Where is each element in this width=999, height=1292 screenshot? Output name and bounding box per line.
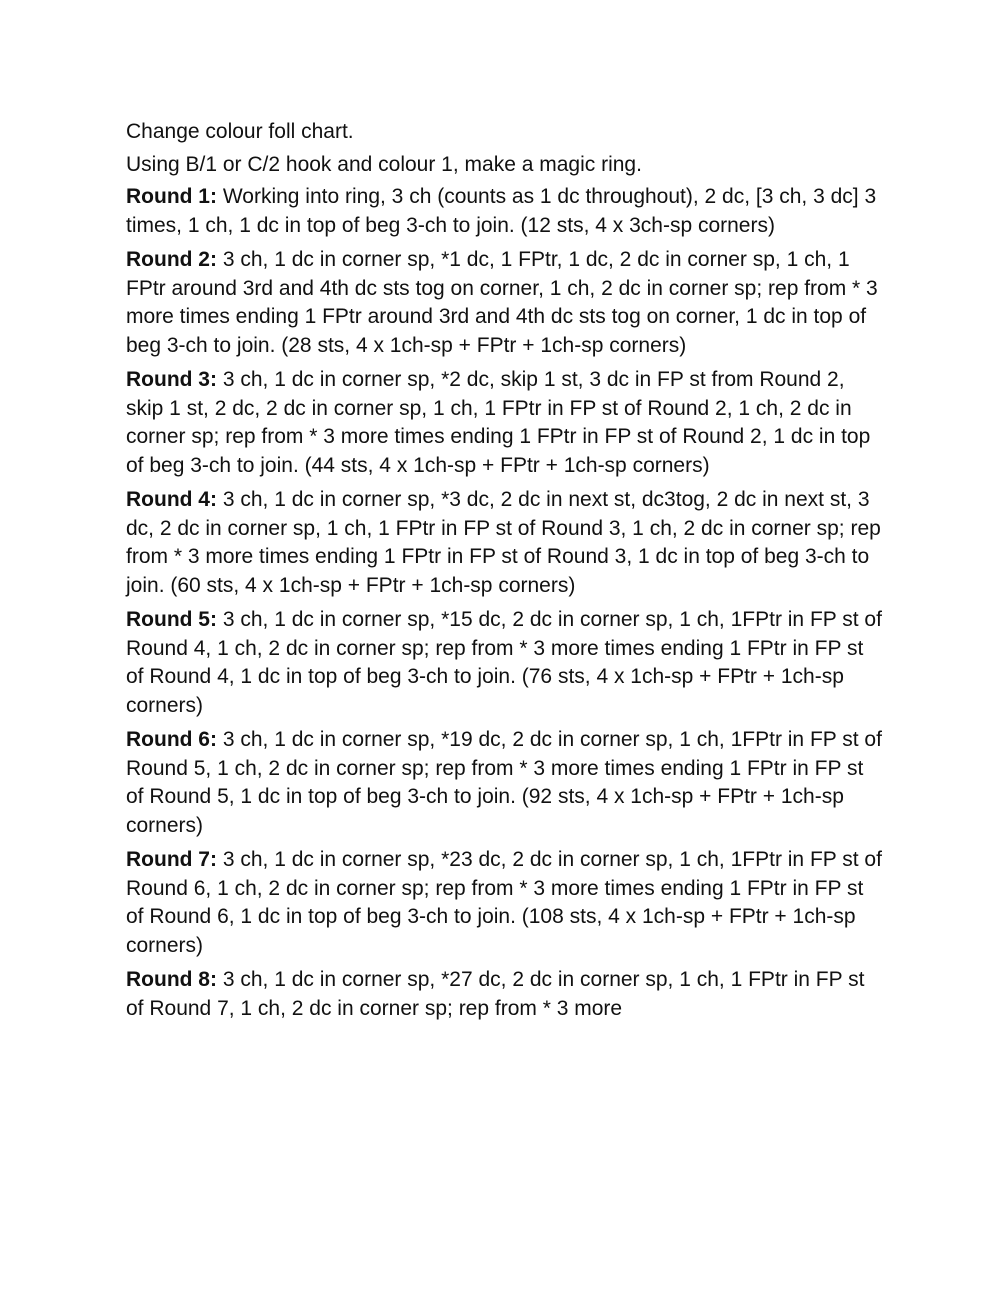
intro-line-hook: Using B/1 or C/2 hook and colour 1, make a magic ring. [126,152,642,176]
round-7-label: Round 7: [126,848,217,871]
round-2-paragraph [126,246,886,360]
round-6-text: 3 ch, 1 dc in corner sp, *19 dc, 2 dc in corner sp, 1 ch, 1FPtr in FP st of Round 5, 1 ch, 2 dc in corner sp; rep from * 3 more times ending 1 FPtr in FP st of Round 5, 1 dc in top of beg 3-ch to join. (92 sts, 4 x 1ch-sp + FPtr + 1ch-sp corners) [126,728,882,837]
round-8-label: Round 8: [126,968,217,991]
round-8-text: 3 ch, 1 dc in corner sp, *27 dc, 2 dc in corner sp, 1 ch, 1 FPtr in FP st of Round 7, 1 ch, 2 dc in corner sp; rep from * 3 more [126,968,865,1020]
round-3-paragraph [126,366,886,480]
round-1-text: Working into ring, 3 ch (counts as 1 dc throughout), 2 dc, [3 ch, 3 dc] 3 times, 1 ch, 1 dc in top of beg 3-ch to join. (12 sts, 4 x 3ch-sp corners) [126,185,877,237]
round-4-paragraph [126,486,886,600]
round-2-text: 3 ch, 1 dc in corner sp, *1 dc, 1 FPtr, 1 dc, 2 dc in corner sp, 1 ch, 1 FPtr around 3rd and 4th dc sts tog on corner, 1 ch, 2 dc in corner sp; rep from * 3 more times ending 1 FPtr around 3rd and 4th dc sts tog on corner, 1 dc in top of beg 3-ch to join. (28 sts, 4 x 1ch-sp + FPtr + 1ch-sp corners) [126,248,878,357]
intro-line-colour: Change colour foll chart. [126,120,354,143]
round-3-text: 3 ch, 1 dc in corner sp, *2 dc, skip 1 st, 3 dc in FP st from Round 2, skip 1 st, 2 dc, 2 dc in corner sp, 1 ch, 1 FPtr in FP st of Round 2, 1 ch, 2 dc in corner sp; rep from * 3 more times ending 1 FPtr in FP st of Round 2, 1 dc in top of beg 3-ch to join. (44 sts, 4 x 1ch-sp + FPtr + 1ch-sp corners) [126,368,871,477]
round-2-label: Round 2: [126,248,217,271]
round-6-paragraph [126,726,886,840]
round-5-text: 3 ch, 1 dc in corner sp, *15 dc, 2 dc in corner sp, 1 ch, 1FPtr in FP st of Round 4, 1 ch, 2 dc in corner sp; rep from * 3 more times ending 1 FPtr in FP st of Round 4, 1 dc in top of beg 3-ch to join. (76 sts, 4 x 1ch-sp + FPtr + 1ch-sp corners) [126,608,882,717]
round-1-paragraph [126,183,886,240]
round-7-text: 3 ch, 1 dc in corner sp, *23 dc, 2 dc in corner sp, 1 ch, 1FPtr in FP st of Round 6, 1 ch, 2 dc in corner sp; rep from * 3 more times ending 1 FPtr in FP st of Round 6, 1 dc in top of beg 3-ch to join. (108 sts, 4 x 1ch-sp + FPtr + 1ch-sp corners) [126,848,882,957]
round-3-label: Round 3: [126,368,217,391]
round-1-label: Round 1: [126,185,217,208]
round-4-label: Round 4: [126,488,217,511]
round-8-paragraph [126,966,886,1023]
round-4-text: 3 ch, 1 dc in corner sp, *3 dc, 2 dc in next st, dc3tog, 2 dc in next st, 3 dc, 2 dc in corner sp, 1 ch, 1 FPtr in FP st of Round 3, 1 ch, 2 dc in corner sp; rep from * 3 more times ending 1 FPtr in FP st of Round 3, 1 dc in top of beg 3-ch to join. (60 sts, 4 x 1ch-sp + FPtr + 1ch-sp corners) [126,488,881,597]
round-7-paragraph [126,846,886,960]
round-5-label: Round 5: [126,608,217,631]
round-5-paragraph [126,606,886,720]
round-6-label: Round 6: [126,728,217,751]
document-page [126,118,886,1029]
